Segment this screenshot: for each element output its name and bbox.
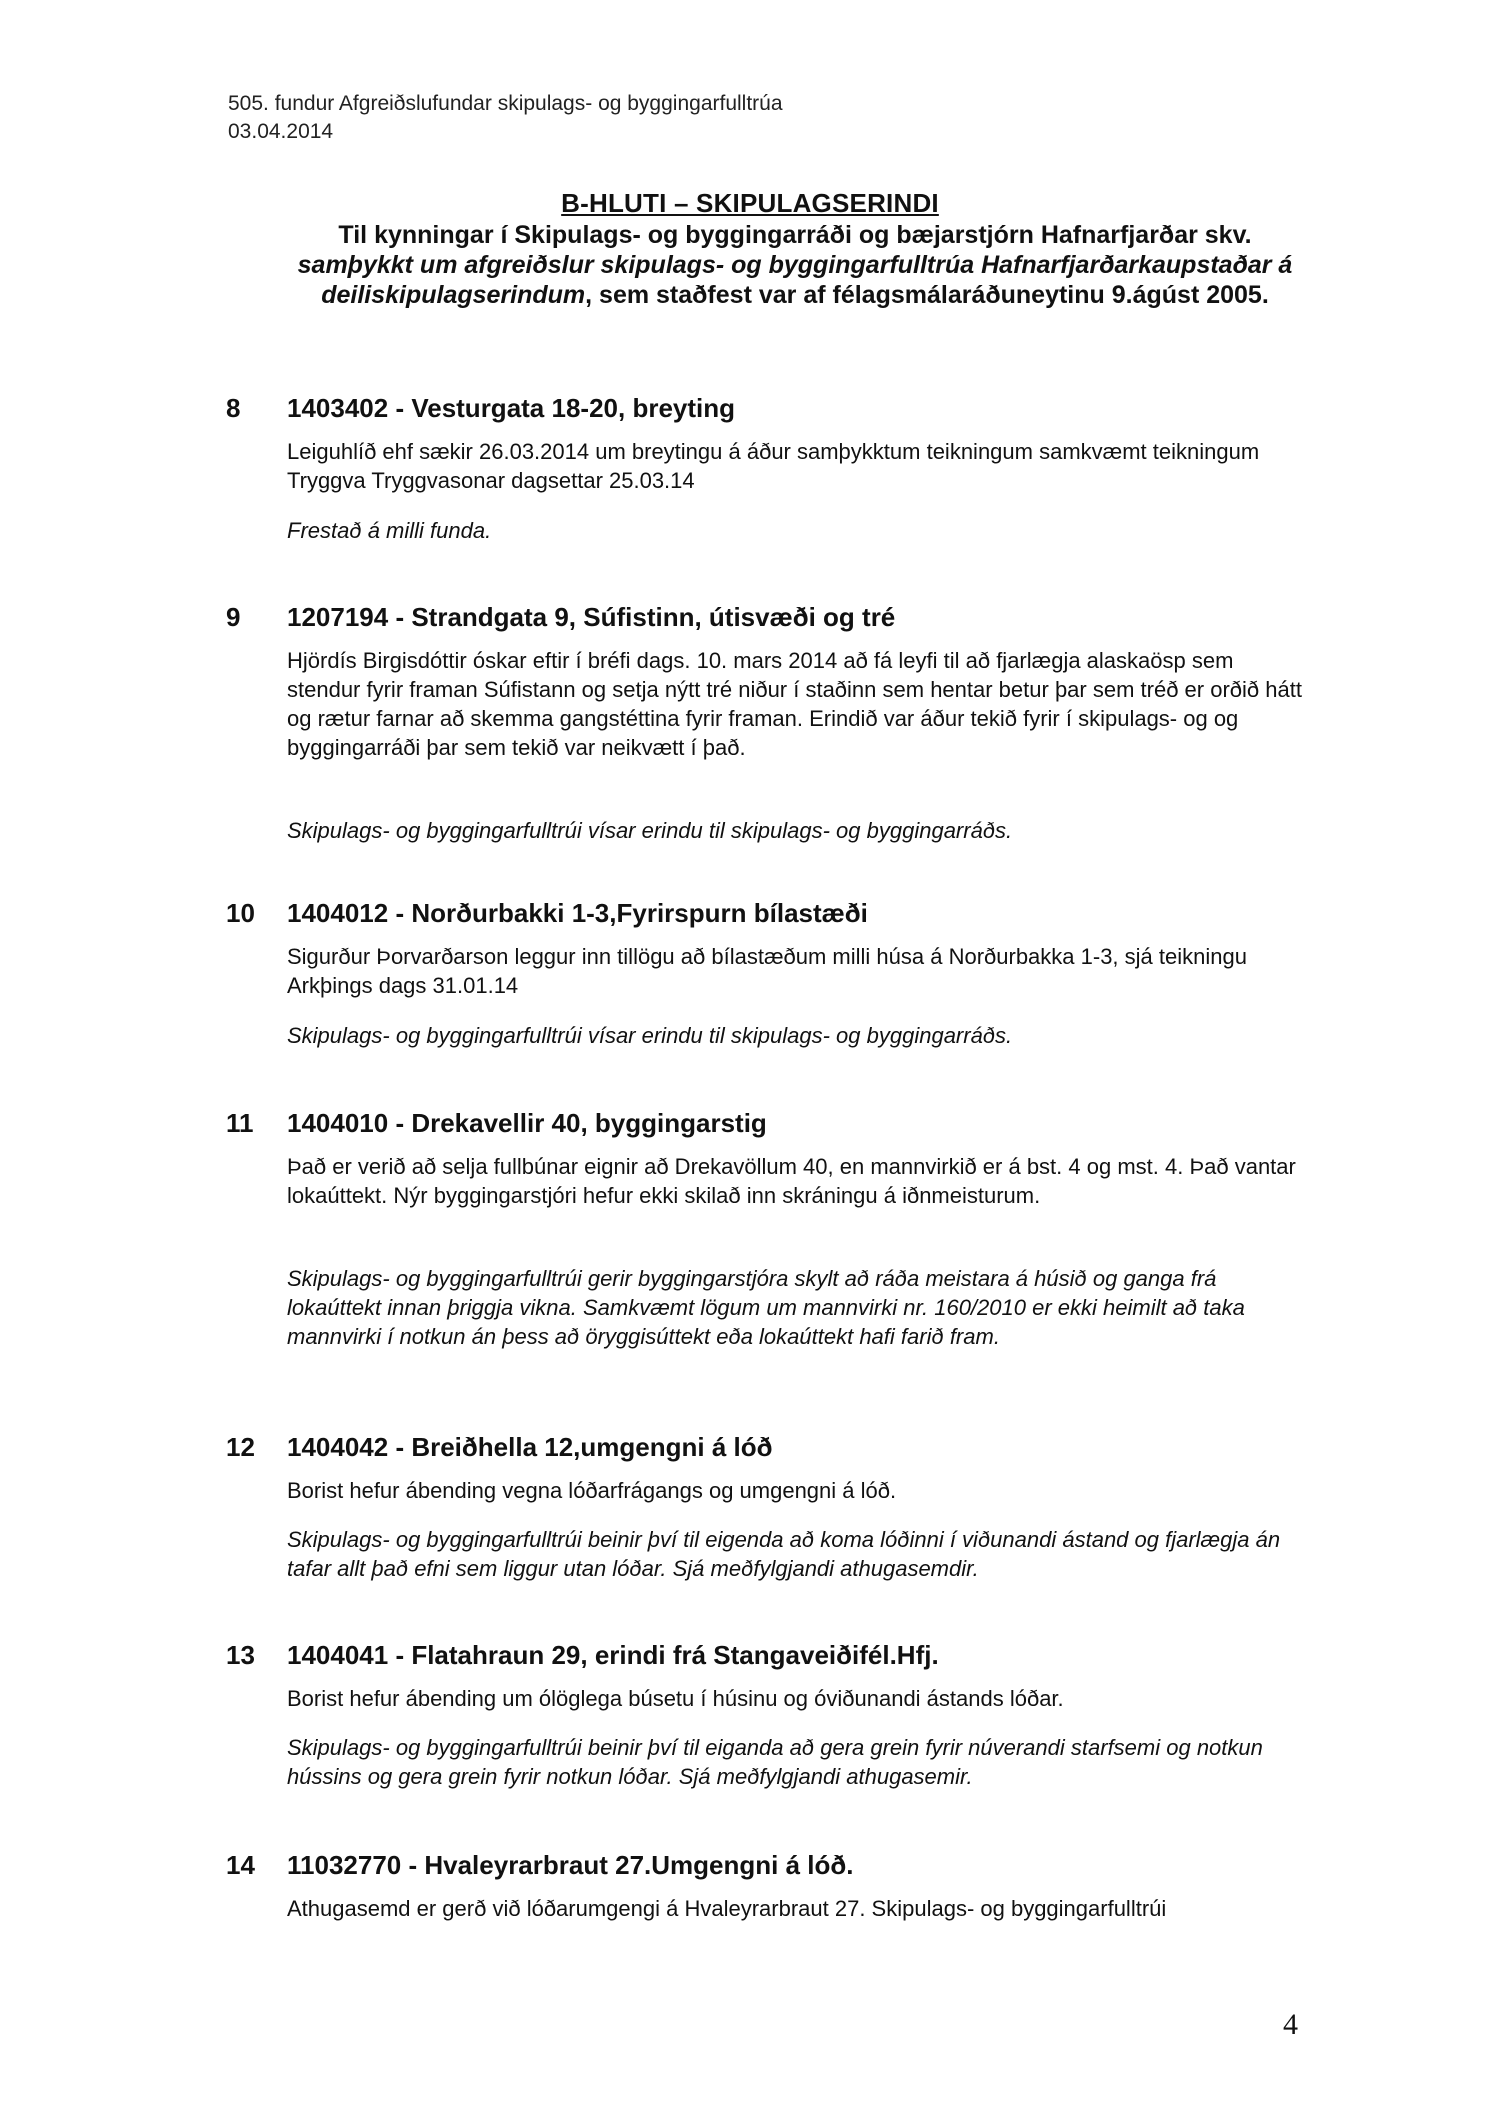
- section-title: B-HLUTI – SKIPULAGSERINDI: [561, 188, 939, 218]
- item-decision: Frestað á milli funda.: [287, 518, 492, 543]
- item-title: 1404012 - Norðurbakki 1-3,Fyrirspurn bílastæði: [287, 898, 868, 928]
- item-number: 9: [226, 602, 241, 632]
- item-title: 1403402 - Vesturgata 18-20, breyting: [287, 393, 736, 423]
- item-number: 11: [226, 1108, 254, 1138]
- item-decision: Skipulags- og byggingarfulltrúi vísar erindu til skipulags- og byggingarráðs.: [287, 1023, 1013, 1048]
- intro-text-a: Til kynningar í Skipulags- og byggingarráði og bæjarstjórn Hafnarfjarðar skv.: [338, 221, 1252, 249]
- item-title: 11032770 - Hvaleyrarbraut 27.Umgengni á lóð.: [287, 1850, 854, 1880]
- section-intro: [290, 220, 1300, 310]
- item-number: 8: [226, 393, 241, 423]
- item-title: 1404010 - Drekavellir 40, byggingarstig: [287, 1108, 767, 1138]
- item-decision: Skipulags- og byggingarfulltrúi vísar erindu til skipulags- og byggingarráðs.: [287, 818, 1013, 843]
- intro-text-italic: samþykkt um afgreiðslur skipulags- og byggingarfulltrúa Hafnarfjarðarkaupstaðar á deiliskipulagserindum: [297, 251, 1293, 309]
- item-body: Athugasemd er gerð við lóðarumgengi á Hvaleyrarbraut 27. Skipulags- og byggingarfulltrúi: [287, 1896, 1167, 1921]
- item-body: Hjördís Birgisdóttir óskar eftir í bréfi dags. 10. mars 2014 að fá leyfi til að fjarlægja alaskaösp sem stendur fyrir framan Súfistann og setja nýtt tré niður í staðinn sem hentar betur þar sem tréð er orðið hátt og rætur farnar að skemma gangstéttina fyrir framan. Erindið var áður tekið fyrir í skipulags- og og byggingarráði þar sem tekið var neikvætt í það.: [287, 648, 1302, 760]
- item-number: 10: [226, 898, 255, 928]
- item-body: Sigurður Þorvarðarson leggur inn tillögu að bílastæðum milli húsa á Norðurbakka 1-3, sjá teikningu Arkþings dags 31.01.14: [287, 944, 1247, 998]
- document-header: [228, 90, 783, 146]
- meeting-date: 03.04.2014: [228, 120, 334, 143]
- item-title: 1404041 - Flatahraun 29, erindi frá Stangaveiðifél.Hfj.: [287, 1640, 939, 1670]
- item-number: 12: [226, 1432, 255, 1462]
- item-decision: Skipulags- og byggingarfulltrúi beinir því til eigenda að koma lóðinni í viðunandi ástand og fjarlægja án tafar allt það efni sem liggur utan lóðar. Sjá meðfylgjandi athugasemdir.: [287, 1527, 1281, 1581]
- item-body: Borist hefur ábending um ólöglega búsetu í húsinu og óviðunandi ástands lóðar.: [287, 1686, 1064, 1711]
- item-body: Það er verið að selja fullbúnar eignir að Drekavöllum 40, en mannvirkið er á bst. 4 og mst. 4. Það vantar lokaúttekt. Nýr byggingarstjóri hefur ekki skilað inn skráningu á iðnmeisturum.: [287, 1154, 1296, 1208]
- intro-text-b: , sem staðfest var af félagsmálaráðuneytinu 9.ágúst 2005.: [585, 281, 1269, 309]
- meeting-title: 505. fundur Afgreiðslufundar skipulags- og byggingarfulltrúa: [228, 92, 783, 115]
- item-number: 14: [226, 1850, 255, 1880]
- item-title: 1207194 - Strandgata 9, Súfistinn, útisvæði og tré: [287, 602, 896, 632]
- item-body: Borist hefur ábending vegna lóðarfrágangs og umgengni á lóð.: [287, 1478, 897, 1503]
- item-title: 1404042 - Breiðhella 12,umgengni á lóð: [287, 1432, 773, 1462]
- item-number: 13: [226, 1640, 255, 1670]
- item-body: Leiguhlíð ehf sækir 26.03.2014 um breytingu á áður samþykktum teikningum samkvæmt teikningum Tryggva Tryggvasonar dagsettar 25.03.14: [287, 439, 1260, 493]
- item-decision: Skipulags- og byggingarfulltrúi gerir byggingarstjóra skylt að ráða meistara á húsið og ganga frá lokaúttekt innan þriggja vikna. Samkvæmt lögum um mannvirki nr. 160/2010 er ekki heimilt að taka mannvirki í notkun án þess að öryggisúttekt eða lokaúttekt hafi farið fram.: [287, 1266, 1245, 1349]
- page-number: 4: [1283, 2008, 1298, 2041]
- item-decision: Skipulags- og byggingarfulltrúi beinir því til eiganda að gera grein fyrir núverandi starfsemi og notkun hússins og gera grein fyrir notkun lóðar. Sjá meðfylgjandi athugasemir.: [287, 1735, 1263, 1789]
